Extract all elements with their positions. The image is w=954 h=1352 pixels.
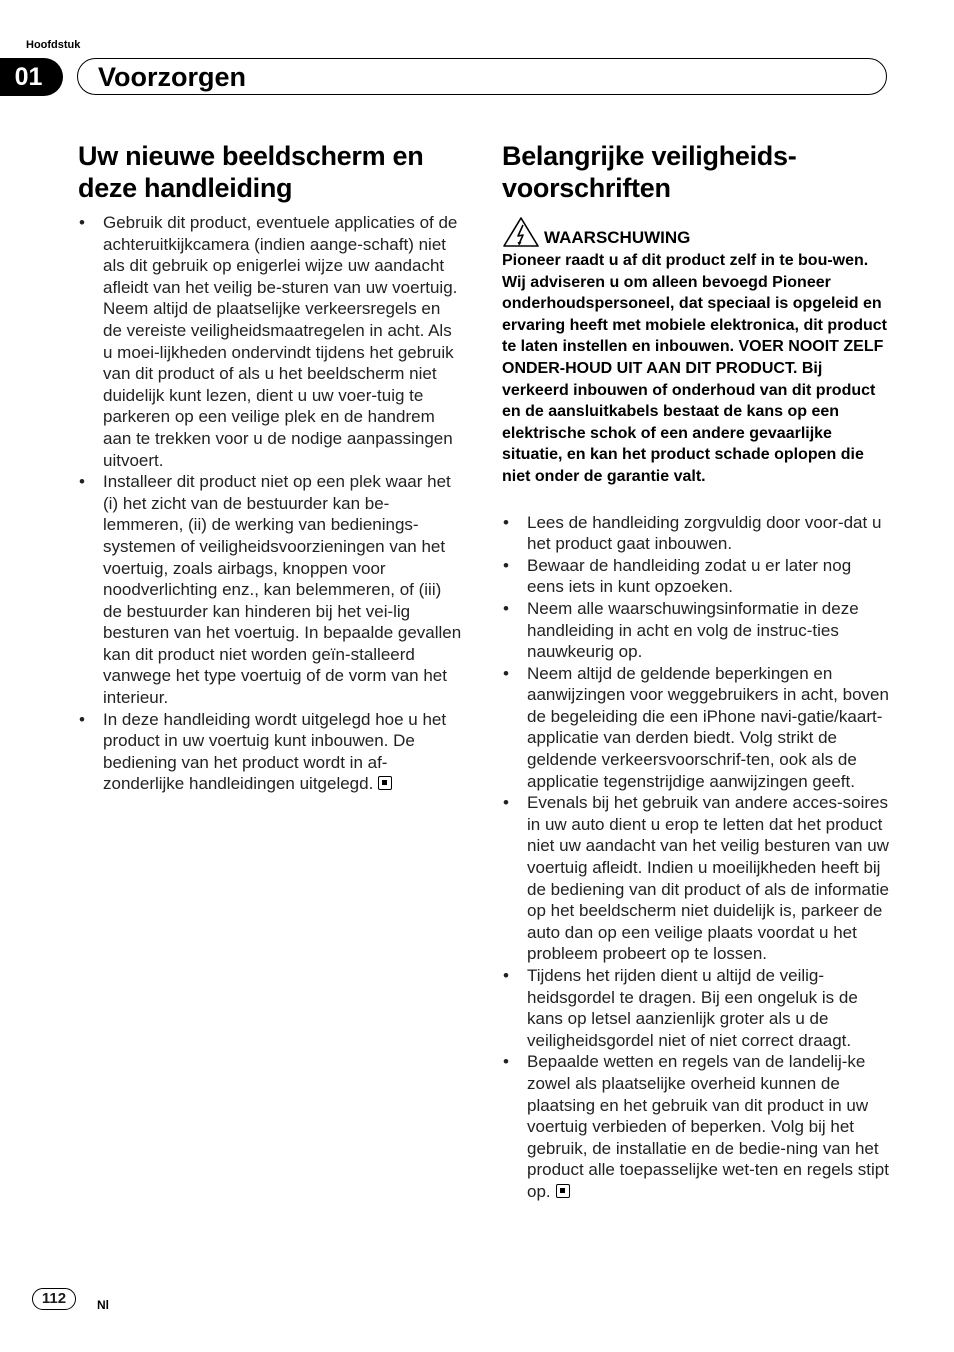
list-item: • Evenals bij het gebruik van andere acces-soires in uw auto dient u erop te letten dat het product niet uw aandacht van het veilig besturen van uw voertuig afleidt. Indien u moeilijkheden heeft bij de bediening van dit product of als de informatie op het beeldscherm niet duidelijk is, parkeer de auto dan op een veilige plaats voordat u het probleem probeert op te lossen.: [502, 792, 892, 965]
right-column: [502, 140, 892, 1203]
list-item: • Installeer dit product niet op een plek waar het (i) het zicht van de bestuurder kan be-lemmeren, (ii) de werking van bedienings-systemen of veiligheidsvoorzieningen van het voertuig, zoals airbags, knoppen voor noodverlichting enz., kan belemmeren, of (iii) de bestuurder kan hinderen bij het vei-lig besturen van het voertuig. In bepaalde gevallen kan dit product niet worden geïn-stalleerd vanwege het type voertuig of de vorm van het interieur.: [78, 471, 463, 709]
list-item: • Bewaar de handleiding zodat u er later nog eens iets in kunt opzoeken.: [502, 555, 892, 598]
display-bullet-list: [78, 212, 463, 795]
safety-bullet-list: [502, 512, 892, 1203]
end-of-section-icon: [556, 1184, 570, 1198]
section-heading-display: Uw nieuwe beeldscherm en deze handleiding: [78, 141, 424, 203]
list-item: [78, 709, 463, 795]
left-column: [78, 140, 463, 795]
list-item-text: In deze handleiding wordt uitgelegd hoe u het product in uw voertuig kunt inbouwen. De bediening van het product wordt in af-zonderlijke handleidingen uitgelegd.: [103, 709, 447, 794]
list-item: • Neem alle waarschuwingsinformatie in deze handleiding in acht en volg de instruc-ties nauwkeurig op.: [502, 598, 892, 663]
list-item: • Neem altijd de geldende beperkingen en aanwijzingen voor weggebruikers in acht, boven de begeleiding die een iPhone navi-gatie/kaart-applicatie van derden biedt. Volg strikt de geldende verkeersvoorschrif-ten, ook als de applicatie tegenstrijdige aanwijzingen geeft.: [502, 663, 892, 793]
warning-text: Pioneer raadt u af dit product zelf in te bou-wen. Wij adviseren u om alleen bevoegd Pioneer onderhoudspersoneel, dat speciaal is opgeleid en ervaring heeft met mobiele elektronica, dit product te laten instellen en inbouwen. VOER NOOIT ZELF ONDER-HOUD UIT AAN DIT PRODUCT. Bij verkeerd inbouwen of onderhoud van dit product en de aansluitkabels bestaat de kans op een elektrische schok of een andere gevaarlijke situatie, en kan het product schade oplopen die niet onder de garantie valt.: [502, 252, 887, 485]
warning-title: WAARSCHUWING: [544, 228, 691, 247]
list-item-text: Bepaalde wetten en regels van de landelij-ke zowel als plaatselijke overheid kunnen de plaatsing en het gebruik van dit product in uw voertuig verbieden of beperken. Volg bij het gebruik, de installatie en de bedie-ning van het product alle toepasselijke wet-ten en regels stipt op.: [527, 1052, 889, 1201]
chapter-title-bar: [77, 58, 887, 95]
list-item: [502, 1051, 892, 1202]
end-of-section-icon: [378, 776, 392, 790]
electric-warning-icon: [502, 216, 540, 248]
chapter-label: Hoofdstuk: [26, 39, 81, 51]
chapter-number-badge: 01: [0, 58, 63, 96]
language-code: Nl: [97, 1298, 109, 1312]
list-item: • Lees de handleiding zorgvuldig door voor-dat u het product gaat inbouwen.: [502, 512, 892, 555]
page-number: 112: [32, 1288, 76, 1310]
list-item: • Tijdens het rijden dient u altijd de veilig-heidsgordel te dragen. Bij een ongeluk is de kans op letsel aanzienlijk groter als u de veiligheidsgordel niet of niet correct draagt.: [502, 965, 892, 1051]
chapter-title: Voorzorgen: [98, 62, 246, 92]
list-item: • Gebruik dit product, eventuele applicaties of de achteruitkijkcamera (indien aange-schaft) niet als dit gebruik op enigerlei wijze uw aandacht afleidt van het veilig be-sturen van uw voertuig. Neem altijd de plaatselijke verkeersregels en de vereiste veiligheidsmaatregelen in acht. Als u moei-lijkheden ondervindt tijdens het gebruik van dit product of als u het beeldscherm niet duidelijk kunt lezen, dient u uw voer-tuig te parkeren op een veilige plek en de handrem aan te trekken voor u de nodige aanpassingen uitvoert.: [78, 212, 463, 471]
section-heading-safety: Belangrijke veiligheids-voorschriften: [502, 141, 797, 203]
warning-header: [502, 218, 892, 248]
